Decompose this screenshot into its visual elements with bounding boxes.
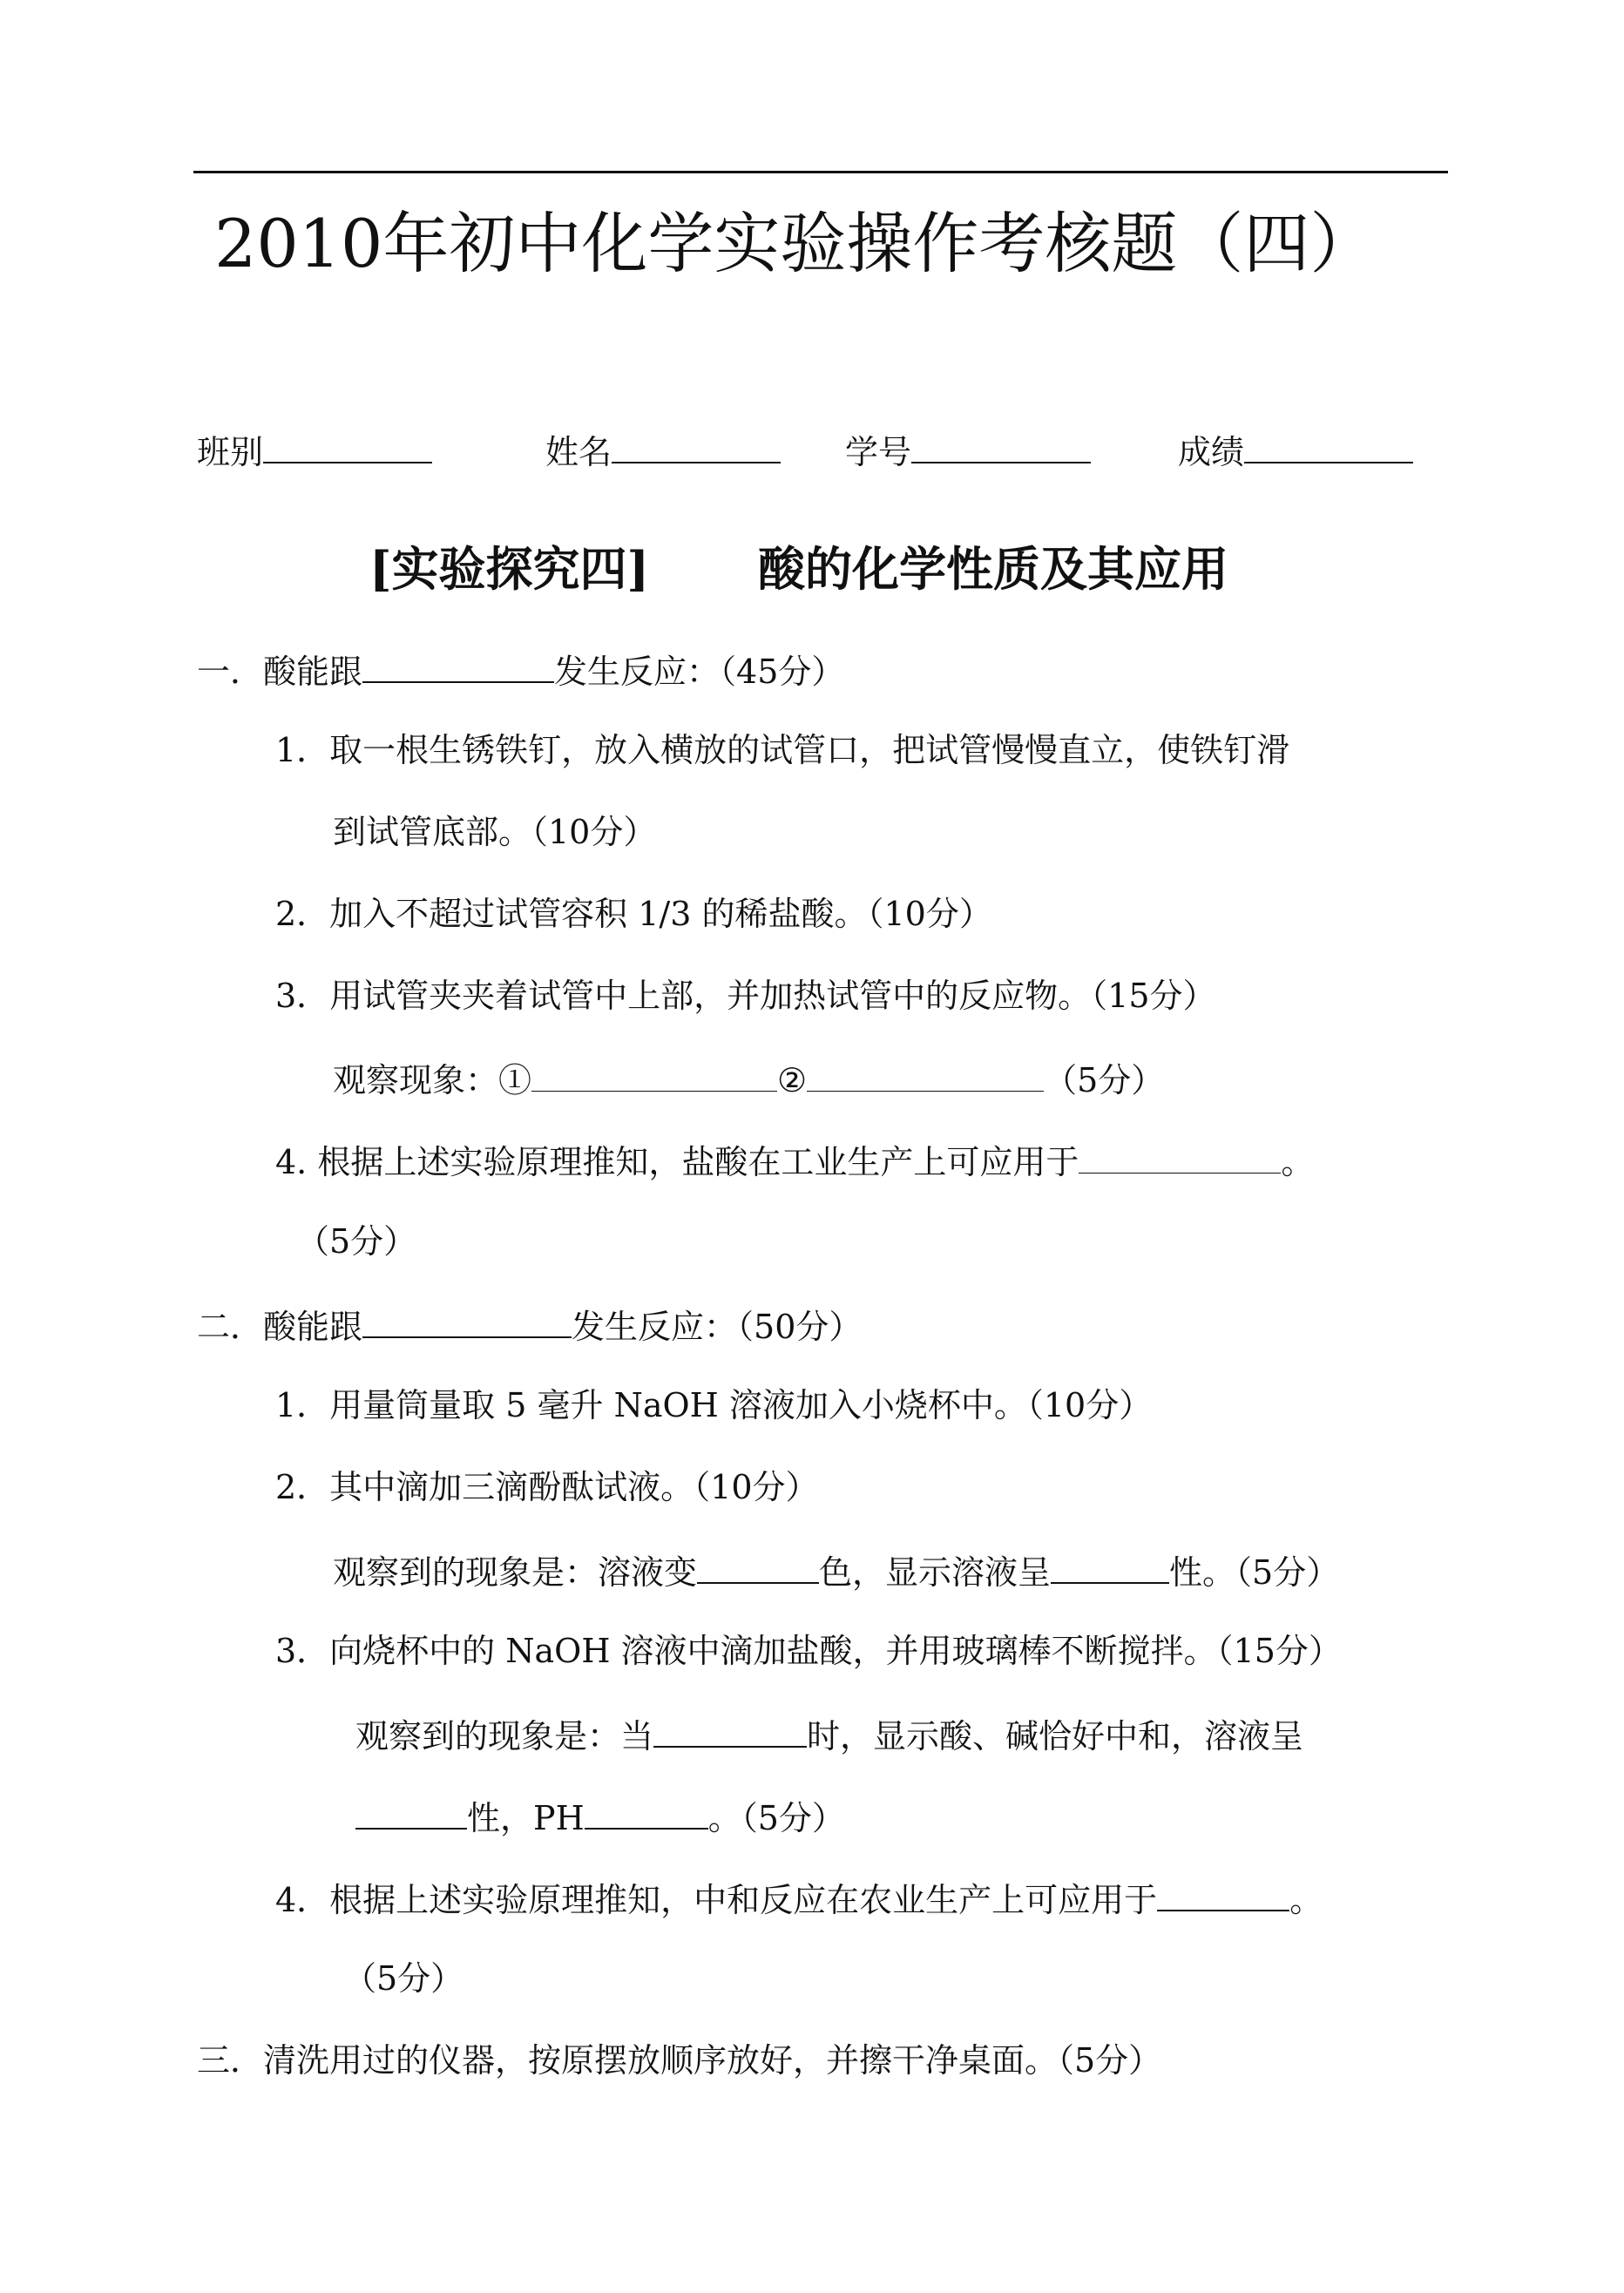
s1-q2: 2．加入不超过试管容积 1/3 的稀盐酸。（10分）: [275, 895, 992, 933]
score-field: [1178, 432, 1413, 469]
s1-q4-score: （5分）: [296, 1222, 417, 1261]
s1-q3: 3．用试管夹夹着试管中上部，并加热试管中的反应物。（15分）: [275, 977, 1216, 1015]
experiment-number: [实验探究四]: [369, 541, 650, 597]
section-1-heading: 一．酸能跟 发生反应：（45分）: [197, 653, 845, 691]
s2-observation-3b: 性，PH 。（5分）: [355, 1798, 845, 1835]
observation-1-blank[interactable]: [531, 1061, 777, 1092]
s1-q4: 4. 根据上述实验原理推知，盐酸在工业生产上可应用于 。: [275, 1143, 1315, 1181]
score-label: 成绩: [1178, 433, 1245, 471]
s2-q1: 1．用量筒量取 5 毫升 NaOH 溶液加入小烧杯中。（10分）: [275, 1386, 1153, 1424]
s1-observation: 观察现象：① ② （5分）: [333, 1061, 1165, 1099]
observation-2-blank[interactable]: [807, 1061, 1044, 1092]
solution-property-blank[interactable]: [355, 1798, 467, 1830]
experiment-title: 酸的化学性质及其应用: [758, 541, 1228, 597]
s2-q2: 2．其中滴加三滴酚酞试液。（10分）: [275, 1468, 819, 1506]
student-id-blank[interactable]: [911, 432, 1091, 463]
name-blank[interactable]: [612, 432, 781, 463]
s2-q3: 3．向烧杯中的 NaOH 溶液中滴加盐酸，并用玻璃棒不断搅拌。（15分）: [275, 1632, 1342, 1670]
industry-use-blank[interactable]: [1079, 1143, 1281, 1174]
s2-observation-2: 观察到的现象是：溶液变 色，显示溶液呈 性。（5分）: [333, 1553, 1340, 1592]
ph-blank[interactable]: [585, 1798, 708, 1830]
class-label: 班别: [197, 433, 264, 471]
color-blank[interactable]: [697, 1552, 819, 1584]
student-id-field: [845, 432, 1091, 469]
section-3: 三．清洗用过的仪器，按原摆放顺序放好，并擦干净桌面。（5分）: [197, 2041, 1162, 2080]
section-1-blank[interactable]: [362, 652, 554, 683]
s1-q1-line2: 到试管底部。（10分）: [333, 813, 657, 851]
class-field: [197, 432, 432, 469]
student-id-label: 学号: [845, 433, 912, 471]
agriculture-use-blank[interactable]: [1157, 1880, 1289, 1911]
s2-q4-score: （5分）: [343, 1959, 464, 1998]
neutral-point-blank[interactable]: [653, 1716, 807, 1748]
class-blank[interactable]: [263, 432, 432, 463]
s2-q4: 4．根据上述实验原理推知，中和反应在农业生产上可应用于 。: [275, 1881, 1323, 1919]
solution-nature-blank[interactable]: [1051, 1552, 1169, 1584]
s1-q1-line1: 1．取一根生锈铁钉，放入横放的试管口，把试管慢慢直立，使铁钉滑: [275, 731, 1290, 769]
section-2-heading: 二．酸能跟 发生反应：（50分）: [197, 1308, 863, 1346]
top-rule: [193, 171, 1448, 173]
s2-observation-3: 观察到的现象是：当 时，显示酸、碱恰好中和，溶液呈: [355, 1717, 1304, 1755]
name-label: 姓名: [545, 433, 612, 471]
section-2-blank[interactable]: [362, 1307, 572, 1338]
score-blank[interactable]: [1244, 432, 1413, 463]
page-title: 2010年初中化学实验操作考核题（四）: [214, 205, 1377, 282]
name-field: [545, 432, 781, 469]
